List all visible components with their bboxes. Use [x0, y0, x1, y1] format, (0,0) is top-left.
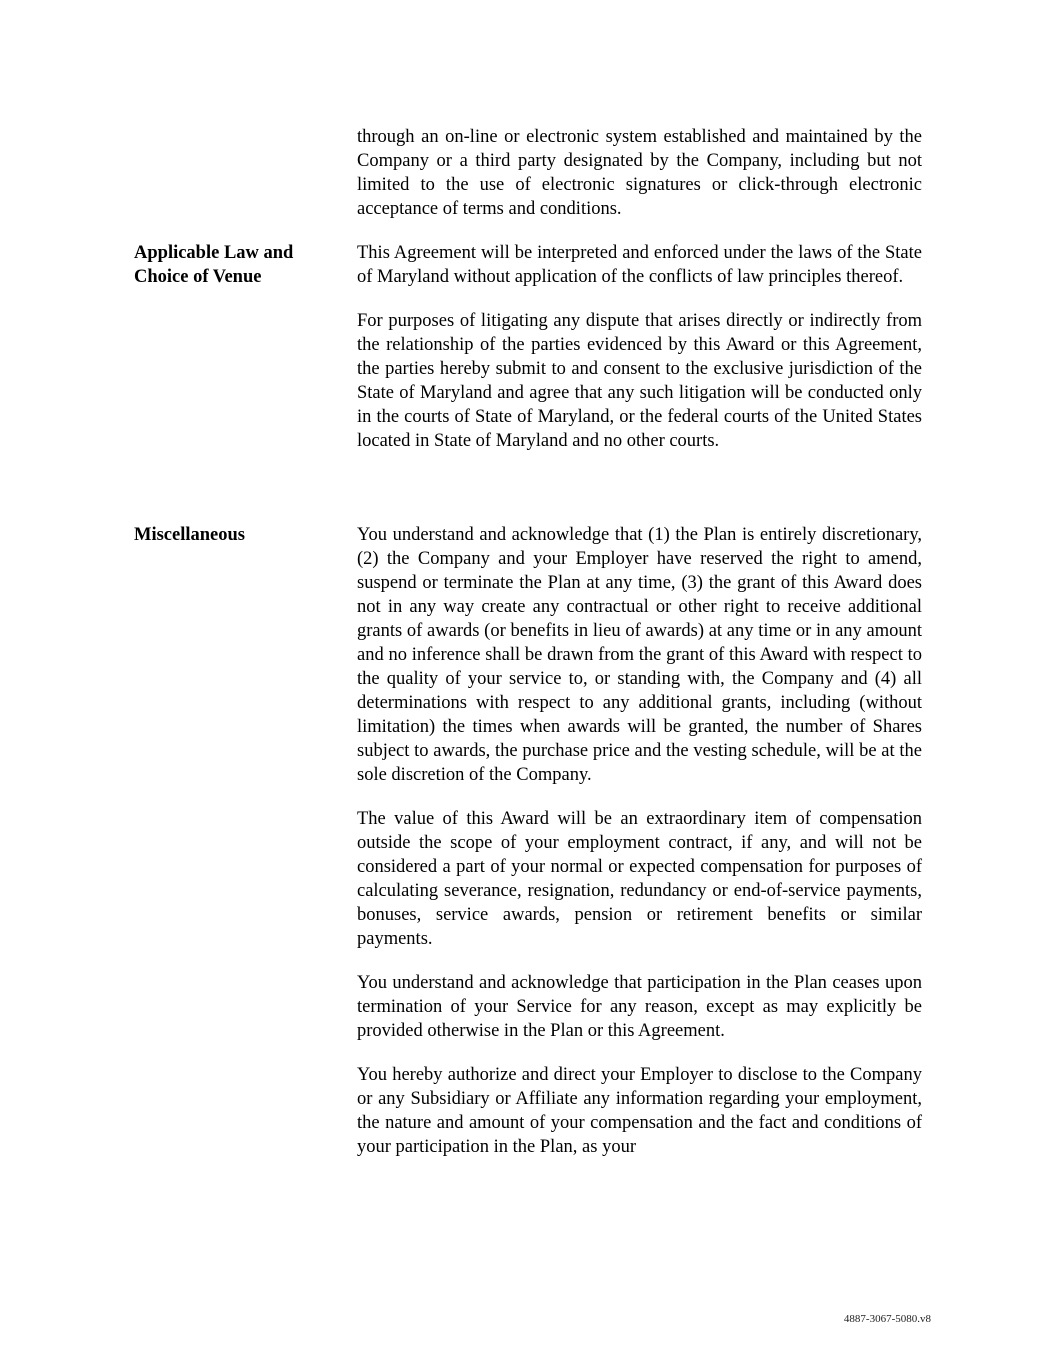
- miscellaneous-body: [357, 523, 922, 1159]
- document-id-footer: 4887-3067-5080.v8: [843, 1313, 931, 1325]
- applicable-law-heading: Applicable Law and Choice of Venue: [134, 243, 294, 287]
- miscellaneous-paragraph-4: You hereby authorize and direct your Employer to disclose to the Company or any Subsidiary or Affiliate any information regarding your employment, the nature and amount of your compensation and the fact and conditions of your participation in the Plan, as your: [357, 1065, 922, 1157]
- miscellaneous-paragraph-1: You understand and acknowledge that (1) the Plan is entirely discretionary, (2) the Company and your Employer have reserved the right to amend, suspend or terminate the Plan at any time, (3) the grant of this Award does not in any way create any contractual or other right to receive additional grants of awards (or benefits in lieu of awards) at any time or in any amount and no inference shall be drawn from the grant of this Award with respect to the quality of your service to, or standing with, the Company and (4) all determinations with respect to any additional grants, including (without limitation) the times when awards will be granted, the number of Shares subject to awards, the purchase price and the vesting schedule, will be at the sole discretion of the Company.: [357, 525, 922, 785]
- intro-body: [357, 125, 922, 221]
- miscellaneous-paragraph-2: The value of this Award will be an extraordinary item of compensation outside the scope of your employment contract, if any, and will not be considered a part of your normal or expected compensation for purposes of calculating severance, resignation, redundancy or end-of-service payments, bonuses, service awards, pension or retirement benefits or similar payments.: [357, 809, 922, 949]
- applicable-law-paragraph-1: This Agreement will be interpreted and enforced under the laws of the State of Maryland without application of the conflicts of law principles thereof.: [357, 243, 922, 287]
- applicable-law-body: [357, 241, 922, 453]
- miscellaneous-heading: Miscellaneous: [134, 525, 245, 545]
- applicable-law-paragraph-2: For purposes of litigating any dispute that arises directly or indirectly from the relationship of the parties evidenced by this Award or this Agreement, the parties hereby submit to and consent to the exclusive jurisdiction of the State of Maryland and agree that any such litigation will be conducted only in the courts of State of Maryland, or the federal courts of the United States located in State of Maryland and no other courts.: [357, 311, 922, 451]
- intro-paragraph: through an on-line or electronic system established and maintained by the Company or a third party designated by the Company, including but not limited to the use of electronic signatures or click-through electronic acceptance of terms and conditions.: [357, 127, 922, 219]
- miscellaneous-paragraph-3: You understand and acknowledge that participation in the Plan ceases upon termination of your Service for any reason, except as may explicitly be provided otherwise in the Plan or this Agreement.: [357, 973, 922, 1041]
